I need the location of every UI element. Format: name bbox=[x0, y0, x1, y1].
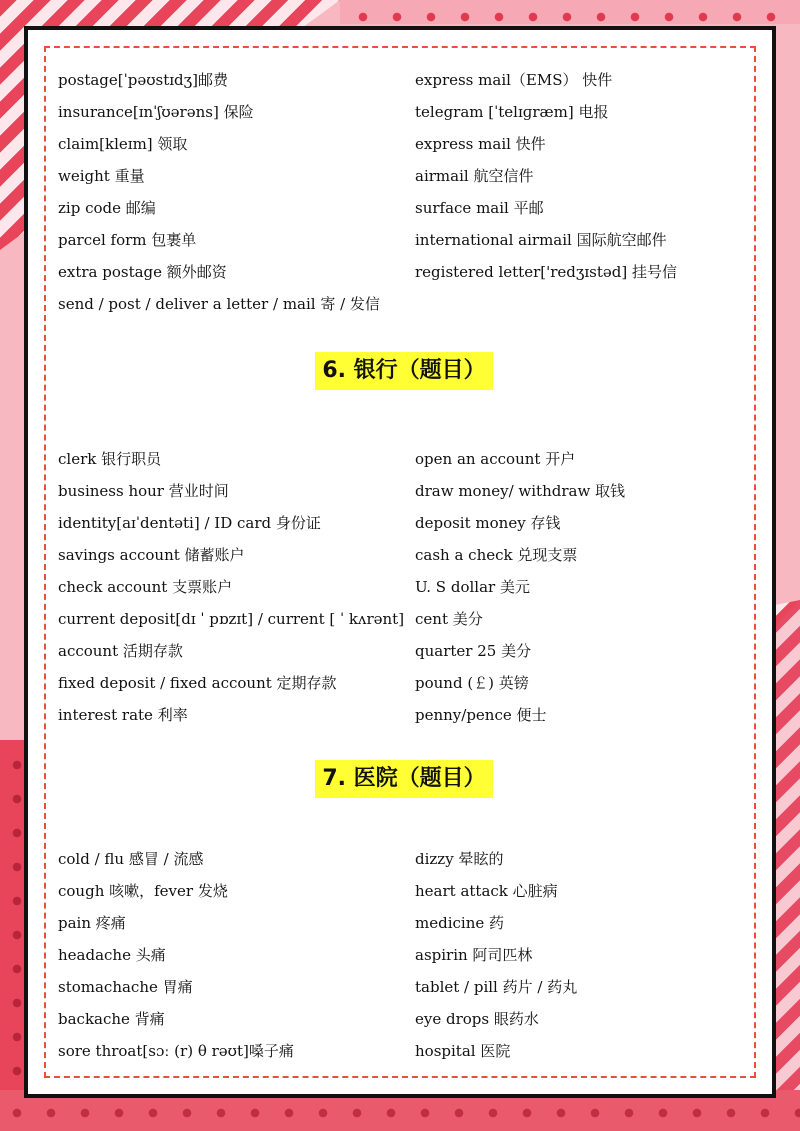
vocabulary-card bbox=[24, 26, 776, 1098]
vocab-left: weight 重量 bbox=[58, 167, 145, 185]
vocab-left: postage[ˈpəʊstɪdʒ]邮费 bbox=[58, 71, 228, 89]
section-heading-hospital: 7. 医院（题目） bbox=[315, 760, 492, 798]
vocab-right: medicine 药 bbox=[415, 914, 505, 932]
vocab-left: send / post / deliver a letter / mail 寄 / 发信 bbox=[58, 295, 380, 313]
vocab-left: fixed deposit / fixed account 定期存款 bbox=[58, 674, 337, 692]
vocab-right: cent 美分 bbox=[415, 610, 483, 628]
vocab-left: backache 背痛 bbox=[58, 1010, 165, 1028]
vocab-row bbox=[58, 70, 718, 102]
vocab-left: identity[aɪˈdentəti] / ID card 身份证 bbox=[58, 514, 321, 532]
vocab-right: express mail（EMS） 快件 bbox=[415, 71, 613, 89]
section-heading-bank-wrap bbox=[28, 352, 780, 390]
vocab-row bbox=[58, 230, 718, 262]
vocab-right: international airmail 国际航空邮件 bbox=[415, 231, 667, 249]
vocab-row bbox=[58, 262, 718, 294]
vocab-row bbox=[58, 198, 718, 230]
vocab-right: penny/pence 便士 bbox=[415, 706, 547, 724]
vocab-right: aspirin 阿司匹林 bbox=[415, 946, 533, 964]
vocab-left: pain 疼痛 bbox=[58, 914, 126, 932]
vocab-left: account 活期存款 bbox=[58, 642, 183, 660]
vocab-left: business hour 营业时间 bbox=[58, 482, 229, 500]
vocab-row bbox=[58, 1009, 718, 1041]
section-heading-bank: 6. 银行（题目） bbox=[315, 352, 492, 390]
vocab-right: deposit money 存钱 bbox=[415, 514, 561, 532]
vocab-row bbox=[58, 481, 718, 513]
vocab-left: clerk 银行职员 bbox=[58, 450, 162, 468]
vocab-left: extra postage 额外邮资 bbox=[58, 263, 227, 281]
vocab-row bbox=[58, 577, 718, 609]
vocab-row bbox=[58, 166, 718, 198]
vocab-left: savings account 储蓄账户 bbox=[58, 546, 245, 564]
vocab-row bbox=[58, 609, 718, 641]
vocab-left: current deposit[dɪ ˈ pɒzɪt] / current [ ˈ kʌrənt] bbox=[58, 610, 405, 628]
vocab-right: pound (￡) 英镑 bbox=[415, 674, 529, 692]
vocab-right: draw money/ withdraw 取钱 bbox=[415, 482, 626, 500]
vocab-left: check account 支票账户 bbox=[58, 578, 233, 596]
vocab-left: sore throat[sɔː (r) θ rəʊt]嗓子痛 bbox=[58, 1042, 294, 1060]
vocab-right: telegram [ˈtelɪɡræm] 电报 bbox=[415, 103, 609, 121]
vocab-row bbox=[58, 449, 718, 481]
vocab-left: cold / flu 感冒 / 流感 bbox=[58, 850, 204, 868]
vocab-left: insurance[ɪnˈʃʊərəns] 保险 bbox=[58, 103, 254, 121]
vocab-row bbox=[58, 102, 718, 134]
vocab-left: cough 咳嗽，fever 发烧 bbox=[58, 882, 228, 900]
vocab-row bbox=[58, 881, 718, 913]
vocab-right: express mail 快件 bbox=[415, 135, 546, 153]
vocab-row bbox=[58, 641, 718, 673]
vocab-right: registered letter['redʒɪstəd] 挂号信 bbox=[415, 263, 677, 281]
vocab-left: zip code 邮编 bbox=[58, 199, 156, 217]
vocab-left: claim[kleɪm] 领取 bbox=[58, 135, 188, 153]
vocab-row bbox=[58, 294, 718, 326]
vocab-left: parcel form 包裹单 bbox=[58, 231, 197, 249]
vocab-row bbox=[58, 977, 718, 1009]
vocab-right: U. S dollar 美元 bbox=[415, 578, 530, 596]
vocab-row bbox=[58, 1041, 718, 1073]
vocab-right: eye drops 眼药水 bbox=[415, 1010, 539, 1028]
vocab-right: quarter 25 美分 bbox=[415, 642, 532, 660]
vocab-left: stomachache 胃痛 bbox=[58, 978, 193, 996]
vocab-row bbox=[58, 849, 718, 881]
hospital-vocab-list bbox=[58, 849, 718, 1073]
vocab-row bbox=[58, 513, 718, 545]
vocab-row bbox=[58, 673, 718, 705]
vocab-right: tablet / pill 药片 / 药丸 bbox=[415, 978, 578, 996]
postal-vocab-list bbox=[58, 70, 718, 326]
vocab-row bbox=[58, 545, 718, 577]
vocab-right: hospital 医院 bbox=[415, 1042, 511, 1060]
bank-vocab-list bbox=[58, 449, 718, 737]
vocab-left: headache 头痛 bbox=[58, 946, 166, 964]
vocab-row bbox=[58, 913, 718, 945]
vocab-row bbox=[58, 945, 718, 977]
section-heading-hospital-wrap bbox=[28, 760, 780, 798]
vocab-right: cash a check 兑现支票 bbox=[415, 546, 578, 564]
vocab-right: surface mail 平邮 bbox=[415, 199, 544, 217]
vocab-left: interest rate 利率 bbox=[58, 706, 188, 724]
vocab-row bbox=[58, 705, 718, 737]
vocab-right: open an account 开户 bbox=[415, 450, 576, 468]
vocab-right: heart attack 心脏病 bbox=[415, 882, 558, 900]
vocab-right: dizzy 晕眩的 bbox=[415, 850, 504, 868]
vocab-row bbox=[58, 134, 718, 166]
vocab-right: airmail 航空信件 bbox=[415, 167, 534, 185]
